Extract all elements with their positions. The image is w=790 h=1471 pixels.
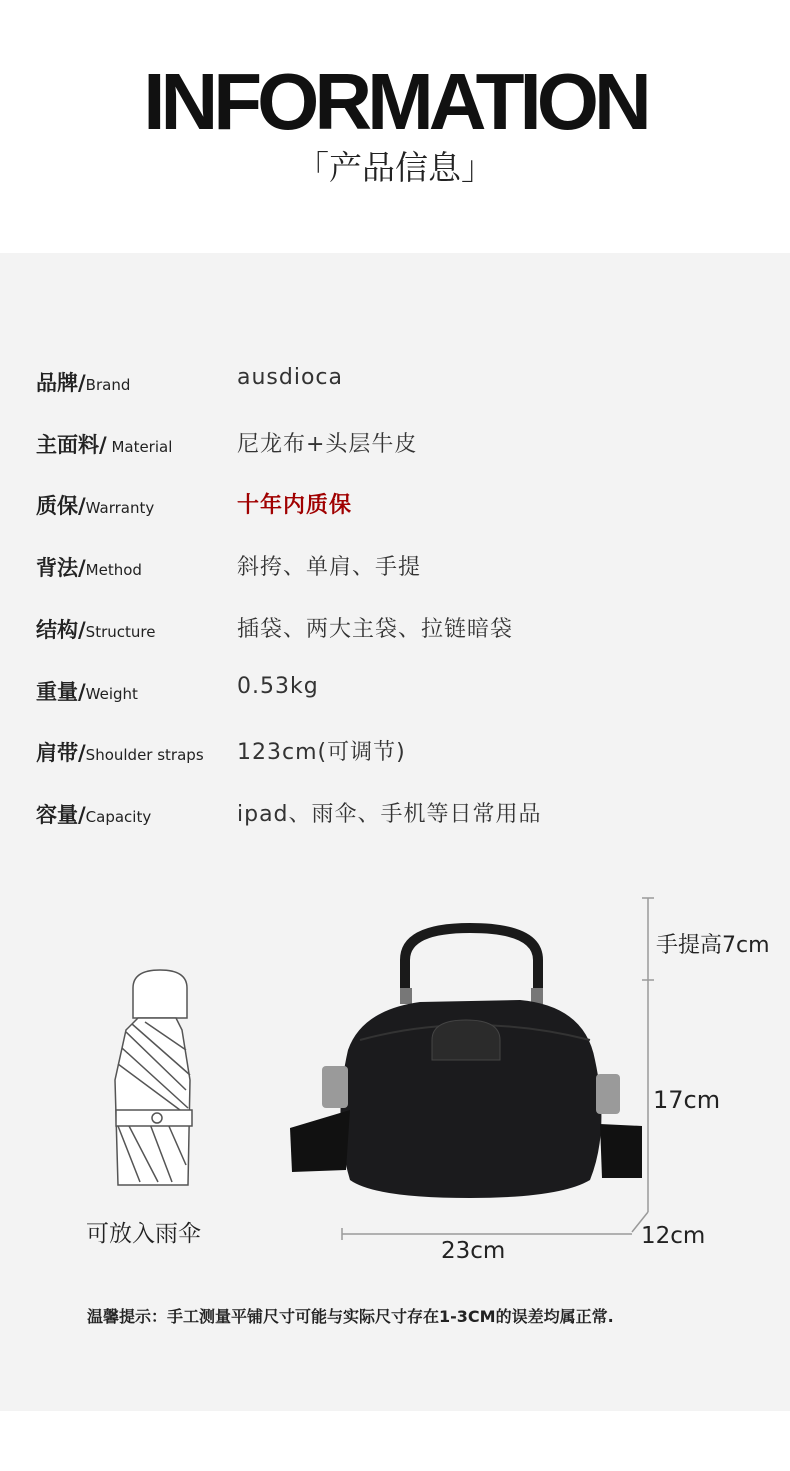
depth-label: 12cm	[641, 1223, 706, 1249]
spec-value-brand: ausdioca	[237, 365, 344, 390]
handle-height-label: 手提高7cm	[656, 933, 770, 958]
spec-label: 重量/Weight	[36, 680, 138, 704]
spec-label: 质保/Warranty	[36, 494, 155, 518]
spec-value-structure: 插袋、两大主袋、拉链暗袋	[237, 617, 514, 642]
spec-label: 品牌/Brand	[36, 371, 131, 395]
spec-label: 肩带/Shoulder straps	[36, 741, 204, 765]
page-title: INFORMATION	[143, 57, 647, 146]
bag-illustration	[290, 928, 642, 1198]
spec-label: 容量/Capacity	[36, 803, 152, 827]
spec-value-capacity: ipad、雨伞、手机等日常用品	[237, 802, 542, 827]
spec-value-weight: 0.53kg	[237, 674, 319, 699]
width-label: 23cm	[441, 1238, 506, 1264]
spec-value-warranty: 十年内质保	[237, 493, 353, 518]
page-subtitle: 「产品信息」	[296, 148, 494, 187]
measurement-note: 温馨提示：手工测量平铺尺寸可能与实际尺寸存在1-3CM的误差均属正常.	[87, 1307, 614, 1326]
spec-value-material: 尼龙布+头层牛皮	[237, 432, 418, 457]
spec-value-shoulder-straps: 123cm(可调节)	[237, 740, 406, 765]
spec-value-method: 斜挎、单肩、手提	[237, 555, 422, 580]
spec-label: 主面料/ Material	[36, 433, 173, 457]
height-label: 17cm	[653, 1086, 721, 1114]
umbrella-caption: 可放入雨伞	[86, 1221, 201, 1247]
umbrella-illustration	[115, 970, 192, 1185]
spec-label: 结构/Structure	[36, 618, 156, 642]
spec-label: 背法/Method	[36, 556, 142, 580]
